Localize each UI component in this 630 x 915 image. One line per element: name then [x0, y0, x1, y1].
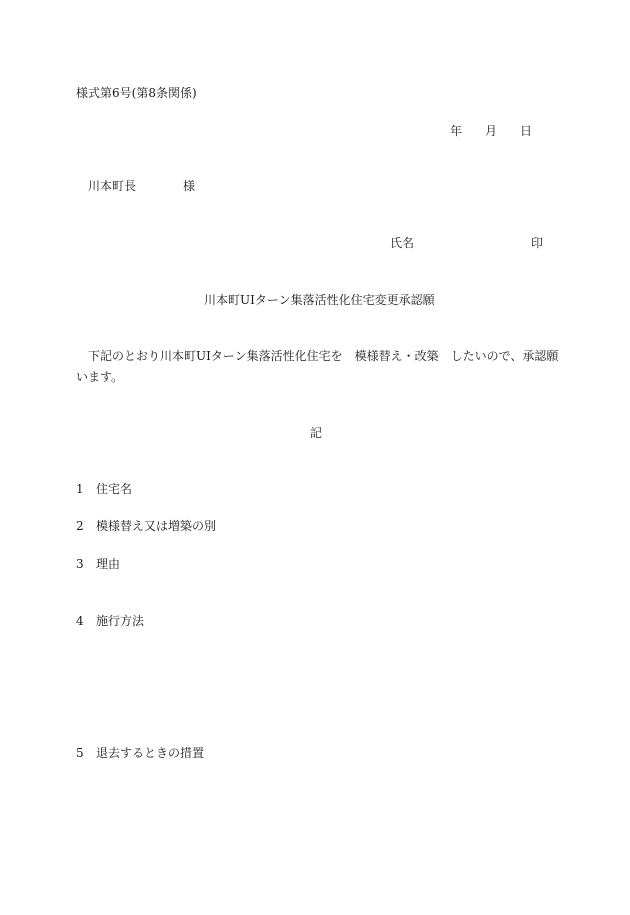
date-month-label: 月	[485, 124, 498, 138]
ki-heading: 記	[310, 426, 323, 440]
item-1	[76, 482, 132, 496]
item-3	[76, 557, 120, 571]
item-number: 3	[76, 557, 84, 571]
item-label: 施行方法	[96, 614, 145, 628]
item-label: 退去するときの措置	[96, 746, 205, 760]
item-number: 1	[76, 482, 84, 496]
date-year-label: 年	[450, 124, 463, 138]
item-5	[76, 746, 204, 760]
form-number: 様式第6号(第8条関係)	[76, 86, 197, 100]
item-label: 模様替え又は増築の別	[96, 519, 217, 533]
body-line-2: います。	[76, 370, 124, 384]
item-number: 5	[76, 746, 84, 760]
item-number: 4	[76, 614, 84, 628]
document-title: 川本町UIターン集落活性化住宅変更承認願	[204, 293, 435, 307]
item-label: 理由	[96, 557, 121, 571]
date-day-label: 日	[520, 124, 533, 138]
addressee-honorific: 様	[183, 179, 196, 193]
item-number: 2	[76, 519, 84, 533]
seal-label: 印	[531, 236, 544, 250]
addressee-name: 川本町長	[88, 179, 137, 193]
applicant-name-label: 氏名	[390, 236, 415, 250]
body-line-1: 下記のとおり川本町UIターン集落活性化住宅を 模様替え・改築 したいので、承認願	[88, 349, 559, 363]
item-4	[76, 614, 144, 628]
item-label: 住宅名	[96, 482, 133, 496]
item-2	[76, 519, 216, 533]
